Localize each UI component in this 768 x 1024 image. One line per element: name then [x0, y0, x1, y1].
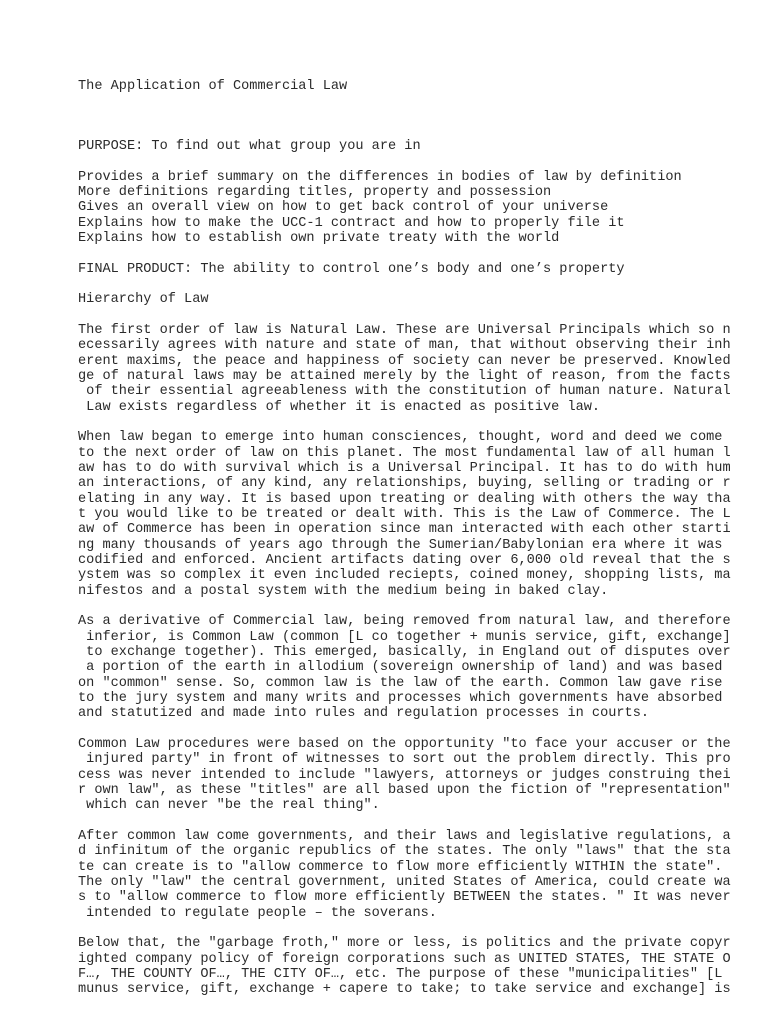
paragraph-line: aw of Commerce has been in operation since man interacted with each other starti — [78, 522, 731, 537]
paragraph-line: munus service, gift, exchange + capere to take; to take service and exchange] is — [78, 982, 731, 997]
paragraph-line: The only "law" the central government, united States of America, could create wa — [78, 875, 731, 890]
paragraph-line: to the next order of law on this planet. The most fundamental law of all human l — [78, 446, 731, 461]
final-product-line: FINAL PRODUCT: The ability to control one’s body and one’s property — [78, 262, 625, 277]
paragraph-line: ystem was so complex it even included reciepts, coined money, shopping lists, ma — [78, 568, 731, 583]
paragraph-line: erent maxims, the peace and happiness of society can never be preserved. Knowled — [78, 354, 731, 369]
document-title: The Application of Commercial Law — [78, 79, 348, 94]
paragraph-line: on "common" sense. So, common law is the law of the earth. Common law gave rise — [78, 676, 723, 691]
paragraph-line: After common law come governments, and their laws and legislative regulations, a — [78, 829, 731, 844]
paragraph-line: nifestos and a postal system with the medium being in baked clay. — [78, 584, 609, 599]
paragraph-line: aw has to do with survival which is a Universal Principal. It has to do with hum — [78, 461, 731, 476]
paragraph-line: Common Law procedures were based on the opportunity "to face your accuser or the — [78, 737, 731, 752]
paragraph-line: te can create is to "allow commerce to flow more efficiently WITHIN the state". — [78, 860, 723, 875]
summary-item: Explains how to make the UCC-1 contract and how to properly file it — [78, 216, 625, 231]
section-heading: Hierarchy of Law — [78, 292, 209, 307]
paragraph-line: cess was never intended to include "lawyers, attorneys or judges construing thei — [78, 768, 731, 783]
paragraph-line: r own law", as these "titles" are all based upon the fiction of "representation" — [78, 783, 731, 798]
paragraph-line: When law began to emerge into human consciences, thought, word and deed we come — [78, 430, 723, 445]
paragraph-line: ng many thousands of years ago through the Sumerian/Babylonian era where it was — [78, 538, 723, 553]
paragraph-line: Below that, the "garbage froth," more or less, is politics and the private copyr — [78, 936, 731, 951]
summary-item: Gives an overall view on how to get back control of your universe — [78, 200, 609, 215]
paragraph-line: ighted company policy of foreign corporations such as UNITED STATES, THE STATE O — [78, 952, 731, 967]
paragraph-line: s to "allow commerce to flow more efficiently BETWEEN the states. " It was never — [78, 890, 731, 905]
paragraph-line: d infinitum of the organic republics of the states. The only "laws" that the sta — [78, 844, 731, 859]
summary-item: More definitions regarding titles, property and possession — [78, 185, 552, 200]
paragraph-line: ecessarily agrees with nature and state of man, that without observing their inh — [78, 338, 731, 353]
paragraph-line: intended to regulate people – the soverans. — [78, 906, 437, 921]
summary-item: Provides a brief summary on the differences in bodies of law by definition — [78, 170, 682, 185]
paragraph-line: ge of natural laws may be attained merely by the light of reason, from the facts — [78, 369, 731, 384]
paragraph-line: injured party" in front of witnesses to sort out the problem directly. This pro — [78, 752, 731, 767]
paragraph-line: F…, THE COUNTY OF…, THE CITY OF…, etc. The purpose of these "municipalities" [L — [78, 967, 723, 982]
paragraph-line: which can never "be the real thing". — [78, 798, 380, 813]
paragraph-line: to the jury system and many writs and processes which governments have absorbed — [78, 691, 723, 706]
paragraph-line: a portion of the earth in allodium (sovereign ownership of land) and was based — [78, 660, 723, 675]
paragraph-line: elating in any way. It is based upon treating or dealing with others the way tha — [78, 492, 731, 507]
paragraph-line: inferior, is Common Law (common [L co together + munis service, gift, exchange] — [78, 630, 731, 645]
summary-item: Explains how to establish own private treaty with the world — [78, 231, 560, 246]
paragraph-line: an interactions, of any kind, any relationships, buying, selling or trading or r — [78, 476, 731, 491]
paragraph-line: The first order of law is Natural Law. These are Universal Principals which so n — [78, 323, 731, 338]
paragraph-line: t you would like to be treated or dealt with. This is the Law of Commerce. The L — [78, 507, 731, 522]
paragraph-line: Law exists regardless of whether it is enacted as positive law. — [78, 400, 601, 415]
paragraph-line: of their essential agreeableness with the constitution of human nature. Natural — [78, 384, 731, 399]
paragraph-line: to exchange together). This emerged, basically, in England out of disputes over — [78, 645, 731, 660]
paragraph-line: and statutized and made into rules and regulation processes in courts. — [78, 706, 650, 721]
paragraph-line: codified and enforced. Ancient artifacts dating over 6,000 old reveal that the s — [78, 553, 731, 568]
paragraph-line: As a derivative of Commercial law, being removed from natural law, and therefore — [78, 614, 731, 629]
purpose-line: PURPOSE: To find out what group you are in — [78, 139, 421, 154]
